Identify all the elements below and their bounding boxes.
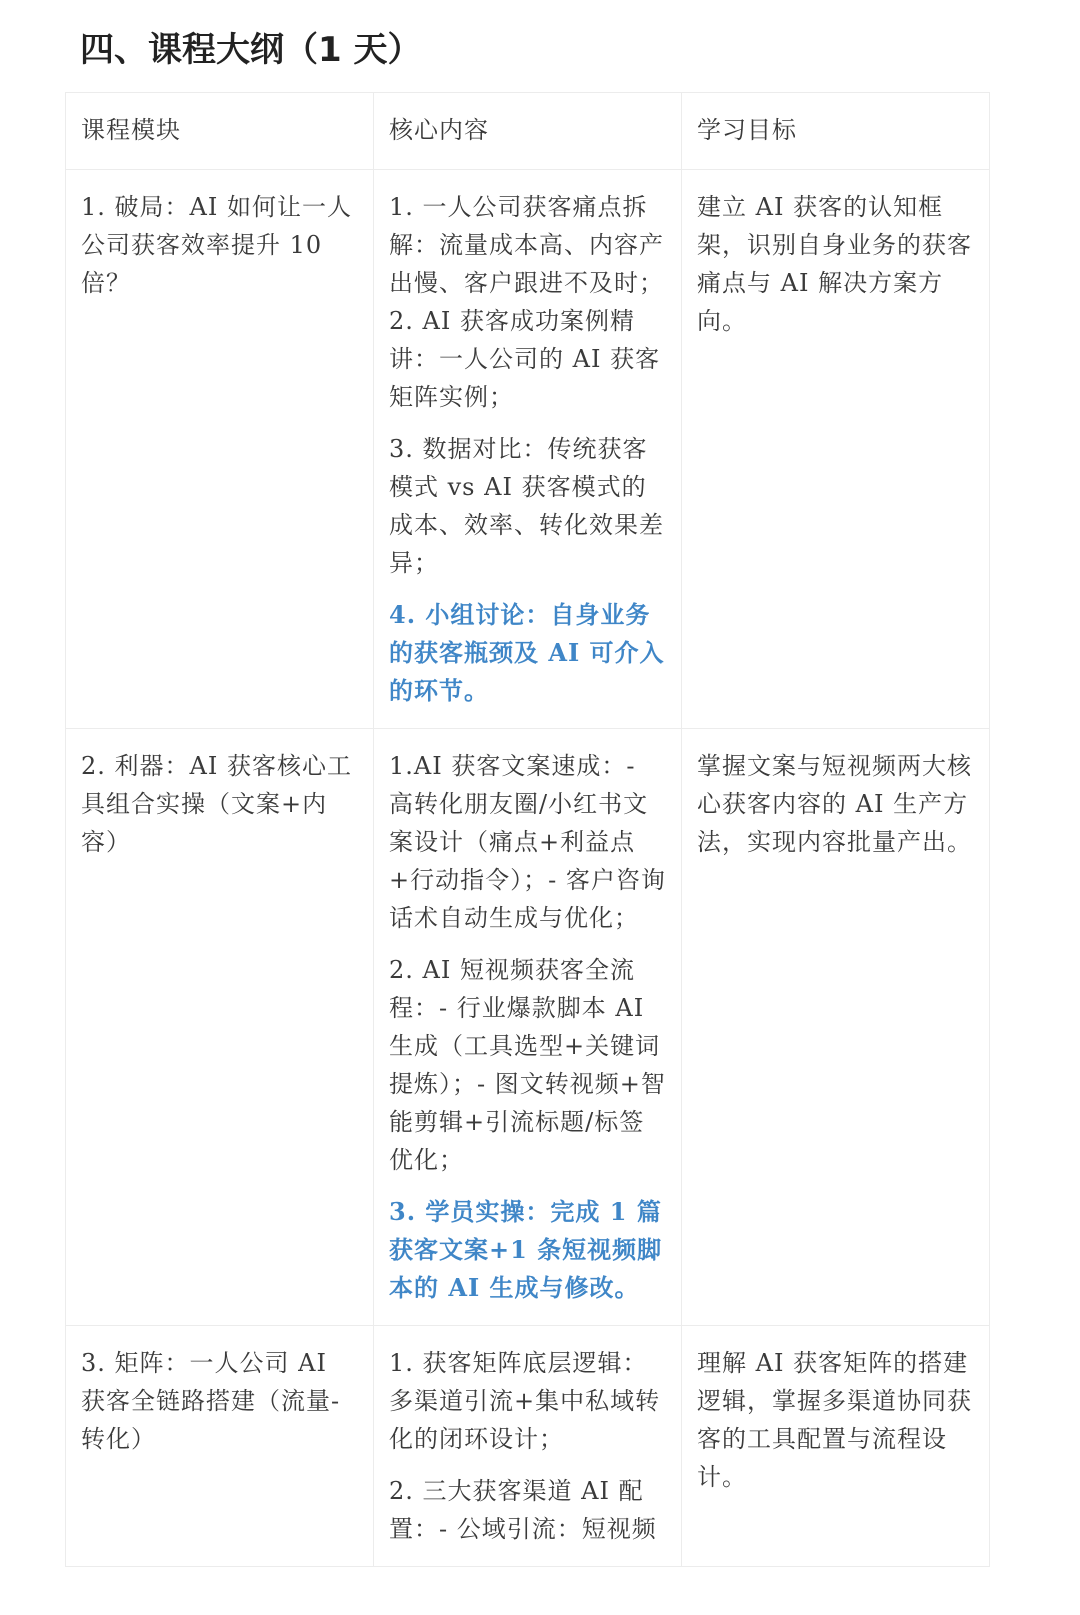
content-paragraph: 1. 获客矩阵底层逻辑：多渠道引流+集中私域转化的闭环设计； (389, 1349, 661, 1453)
goal-cell: 理解 AI 获客矩阵的搭建逻辑，掌握多渠道协同获客的工具配置与流程设计。 (682, 1326, 990, 1567)
header-goal: 学习目标 (682, 93, 990, 170)
module-cell: 3. 矩阵：一人公司 AI 获客全链路搭建（流量-转化） (66, 1326, 374, 1567)
section-title: 四、课程大纲（1 天） (80, 30, 422, 70)
content-highlight: 4. 小组讨论：自身业务的获客瓶颈及 AI 可介入的环节。 (389, 600, 665, 705)
table-header-row (66, 93, 990, 170)
content-highlight: 3. 学员实操：完成 1 篇获客文案+1 条短视频脚本的 AI 生成与修改。 (389, 1197, 663, 1302)
content-paragraph: 3. 数据对比：传统获客模式 vs AI 获客模式的成本、效率、转化效果差异； (389, 435, 664, 577)
content-cell (374, 170, 682, 729)
goal-cell: 建立 AI 获客的认知框架，识别自身业务的获客痛点与 AI 解决方案方向。 (682, 170, 990, 729)
content-paragraph: 1. 一人公司获客痛点拆解：流量成本高、内容产出慢、客户跟进不及时；2. AI 获客成功案例精讲：一人公司的 AI 获客矩阵实例； (389, 193, 664, 411)
table-row (66, 170, 990, 729)
module-cell: 2. 利器：AI 获客核心工具组合实操（文案+内容） (66, 729, 374, 1326)
header-module: 课程模块 (66, 93, 374, 170)
course-outline-table (65, 92, 990, 1567)
content-paragraph: 2. 三大获客渠道 AI 配置：- 公域引流：短视频 (389, 1477, 657, 1543)
content-paragraph: 1.AI 获客文案速成：- 高转化朋友圈/小红书文案设计（痛点+利益点+行动指令）；- 客户咨询话术自动生成与优化； (389, 752, 666, 932)
table-row (66, 1326, 990, 1567)
goal-cell: 掌握文案与短视频两大核心获客内容的 AI 生产方法，实现内容批量产出。 (682, 729, 990, 1326)
module-cell: 1. 破局：AI 如何让一人公司获客效率提升 10 倍？ (66, 170, 374, 729)
header-content: 核心内容 (374, 93, 682, 170)
content-paragraph: 2. AI 短视频获客全流程：- 行业爆款脚本 AI 生成（工具选型+关键词提炼）；- 图文转视频+智能剪辑+引流标题/标签优化； (389, 956, 666, 1174)
content-cell (374, 1326, 682, 1567)
content-cell (374, 729, 682, 1326)
table-row (66, 729, 990, 1326)
